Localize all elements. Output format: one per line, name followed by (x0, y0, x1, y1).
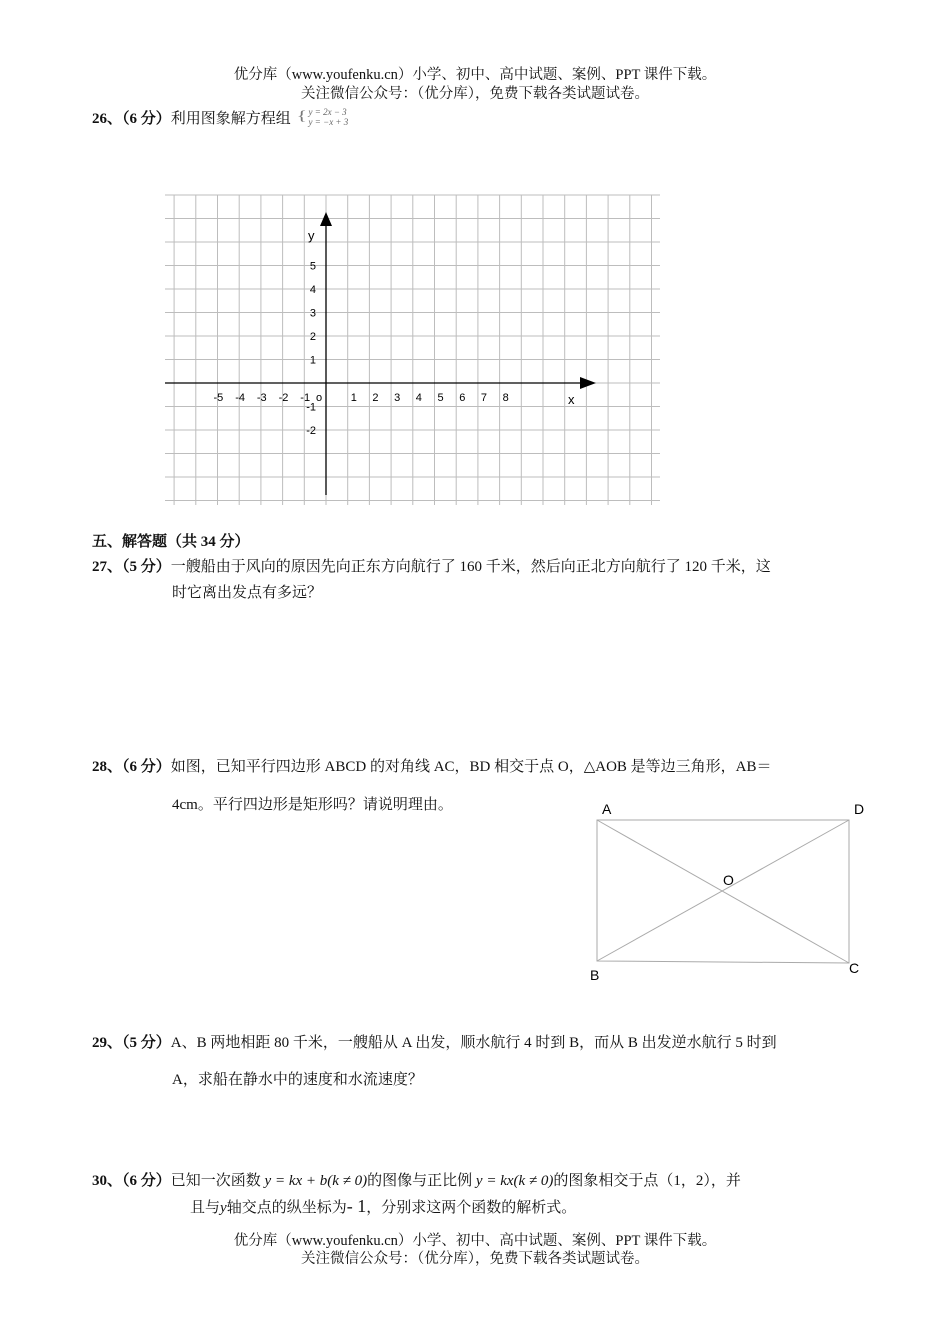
x-tick-label: 5 (437, 392, 444, 404)
x-tick-label: 6 (459, 392, 466, 404)
question-points: （6 分） (122, 111, 171, 127)
x-tick-label: 3 (394, 392, 401, 404)
equation-2: y = −x + 3 (308, 116, 349, 127)
question-number: 27、 (92, 559, 123, 575)
x-tick-label: 8 (502, 392, 509, 404)
question-text-2: 的图像与正比例 (367, 1173, 473, 1189)
header-line-2: 关注微信公众号：（优分库），免费下载各类试题试卷。 (301, 86, 649, 102)
x-axis-arrow-icon (580, 377, 596, 389)
equation-system (295, 106, 405, 131)
question-text: 如图，已知平行四边形 ABCD 的对角线 AC，BD 相交于点 O，△AOB 是等边三角形，AB＝ (170, 759, 772, 775)
question-number: 29、 (92, 1035, 123, 1051)
x-tick-label: -3 (256, 392, 267, 404)
y-tick-label: 3 (309, 307, 316, 320)
question-26 (92, 108, 862, 131)
variable-y: y (220, 1200, 227, 1216)
question-text-3: 的图象相交于点（1，2），并 (553, 1173, 741, 1189)
question-text: 利用图象解方程组 (170, 111, 291, 127)
x-axis-label: x (568, 392, 575, 407)
text-seg: 轴交点的纵坐标为 (226, 1200, 347, 1216)
function-proportional: y = kx(k ≠ 0) (475, 1173, 554, 1189)
question-number: 28、 (92, 759, 123, 775)
y-axis-label: y (308, 228, 315, 243)
question-29-line-2: A，求船在静水中的速度和水流速度？ (172, 1072, 423, 1088)
x-tick-label: o (316, 392, 323, 404)
question-27 (92, 556, 862, 578)
x-tick-label: 7 (480, 392, 488, 404)
grid-lines (165, 195, 660, 505)
function-linear: y = kx + b(k ≠ 0) (264, 1173, 368, 1189)
y-tick-label: 4 (309, 284, 316, 296)
question-28 (92, 756, 862, 778)
brace-icon: { (296, 107, 308, 123)
question-text: 一艘船由于风向的原因先向正东方向航行了 160 千米，然后向正北方向航行了 120 千米，这 (170, 559, 771, 575)
x-tick-label: -5 (213, 392, 224, 404)
equation-1: y = 2x − 3 (308, 106, 347, 117)
y-tick-label: 1 (309, 354, 316, 367)
intercept-value: - 1 (346, 1196, 367, 1216)
coordinate-grid (160, 190, 665, 510)
label-c: C (849, 960, 860, 976)
question-text: 已知一次函数 (170, 1173, 261, 1189)
y-tick-label: 2 (309, 331, 316, 343)
label-b: B (590, 967, 600, 983)
x-tick-label: -4 (235, 392, 245, 404)
question-points: （6 分） (122, 1173, 171, 1189)
x-tick-label: -2 (278, 392, 289, 404)
footer-line-2: 关注微信公众号：（优分库），免费下载各类试题试卷。 (301, 1251, 649, 1267)
x-tick-label: 4 (415, 392, 422, 404)
question-number: 30、 (92, 1173, 123, 1189)
y-tick-label: -1 (306, 401, 316, 414)
question-points: （5 分） (122, 559, 171, 575)
y-tick-label: -2 (306, 425, 316, 437)
section-title: 五、解答题（共 34 分） (92, 534, 250, 550)
question-29 (92, 1032, 862, 1054)
question-text: A、B 两地相距 80 千米，一艘船从 A 出发，顺水航行 4 时到 B，而从 B 出发逆水航行 5 时到 (170, 1035, 777, 1051)
question-27-line-2: 时它离出发点有多远？ (172, 585, 323, 601)
rectangle-figure (585, 795, 875, 990)
header-line-1: 优分库（www.youfenku.cn）小学、初中、高中试题、案例、PPT 课件下载。 (233, 67, 717, 83)
question-number: 26、 (92, 111, 123, 127)
question-points: （5 分） (122, 1035, 171, 1051)
y-tick-label: 5 (309, 260, 316, 273)
footer-line-1: 优分库（www.youfenku.cn）小学、初中、高中试题、案例、PPT 课件下载。 (233, 1233, 717, 1249)
x-tick-label: -1 (300, 392, 311, 404)
question-30-line-2 (190, 1195, 870, 1219)
question-28-line-2: 4cm。平行四边形是矩形吗？请说明理由。 (172, 797, 453, 813)
x-tick-label: 1 (350, 392, 357, 404)
text-seg: 且与 (190, 1200, 221, 1216)
x-tick-label: 2 (372, 392, 379, 404)
question-30 (92, 1170, 862, 1192)
question-points: （6 分） (122, 759, 171, 775)
text-seg: ，分别求这两个函数的解析式。 (366, 1200, 577, 1216)
label-a: A (602, 801, 612, 817)
label-d: D (854, 801, 865, 817)
label-o: O (723, 872, 734, 888)
